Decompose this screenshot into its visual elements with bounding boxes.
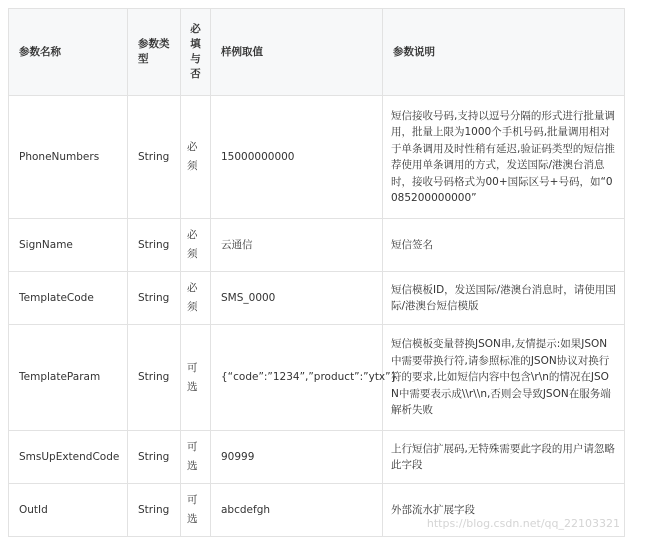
- required-cell: 必须: [181, 219, 211, 272]
- description-cell: 短信模板ID，发送国际/港澳台消息时，请使用国际/港澳台短信模版: [383, 272, 625, 325]
- watermark-url: https://blog.csdn.net/qq_22103321: [426, 517, 620, 530]
- param-name-cell: OutId: [9, 484, 128, 537]
- header-param-type: 参数类型: [128, 9, 181, 96]
- required-cell: 必须: [181, 272, 211, 325]
- example-value-cell: abcdefgh: [211, 484, 383, 537]
- description-cell: 上行短信扩展码,无特殊需要此字段的用户请忽略此字段: [383, 431, 625, 484]
- table-row: [9, 431, 625, 484]
- parameter-table: [8, 8, 625, 537]
- param-name-cell: TemplateCode: [9, 272, 128, 325]
- param-name-cell: SmsUpExtendCode: [9, 431, 128, 484]
- example-value-cell: {“code”:”1234”,”product”:”ytx”}: [211, 325, 383, 431]
- table-row: [9, 219, 625, 272]
- description-cell: 短信模板变量替换JSON串,友情提示:如果JSON中需要带换行符,请参照标准的JSON协议对换行符的要求,比如短信内容中包含\r\n的情况在JSON中需要表示成\\r\\n,否则会导致JSON在服务端解析失败: [383, 325, 625, 431]
- description-cell: 短信签名: [383, 219, 625, 272]
- table-row: [9, 325, 625, 431]
- example-value-cell: 15000000000: [211, 96, 383, 219]
- param-type-cell: String: [128, 219, 181, 272]
- param-type-cell: String: [128, 96, 181, 219]
- example-value-cell: 云通信: [211, 219, 383, 272]
- required-cell: 可选: [181, 431, 211, 484]
- description-cell: 外部流水扩展字段: [383, 484, 625, 537]
- header-param-description: 参数说明: [383, 9, 625, 96]
- param-type-cell: String: [128, 431, 181, 484]
- table-row: [9, 272, 625, 325]
- required-cell: 必须: [181, 96, 211, 219]
- param-type-cell: String: [128, 325, 181, 431]
- table-row: [9, 96, 625, 219]
- example-value-cell: 90999: [211, 431, 383, 484]
- description-cell: 短信接收号码,支持以逗号分隔的形式进行批量调用，批量上限为1000个手机号码,批量调用相对于单条调用及时性稍有延迟,验证码类型的短信推荐使用单条调用的方式，发送国际/港澳台消息时，接收号码格式为00+国际区号+号码，如“0085200000000”: [383, 96, 625, 219]
- param-name-cell: PhoneNumbers: [9, 96, 128, 219]
- header-required: 必填与否: [181, 9, 211, 96]
- param-type-cell: String: [128, 272, 181, 325]
- param-name-cell: TemplateParam: [9, 325, 128, 431]
- param-name-cell: SignName: [9, 219, 128, 272]
- required-cell: 可选: [181, 325, 211, 431]
- header-example-value: 样例取值: [211, 9, 383, 96]
- param-type-cell: String: [128, 484, 181, 537]
- table-header-row: [9, 9, 625, 96]
- header-param-name: 参数名称: [9, 9, 128, 96]
- required-cell: 可选: [181, 484, 211, 537]
- example-value-cell: SMS_0000: [211, 272, 383, 325]
